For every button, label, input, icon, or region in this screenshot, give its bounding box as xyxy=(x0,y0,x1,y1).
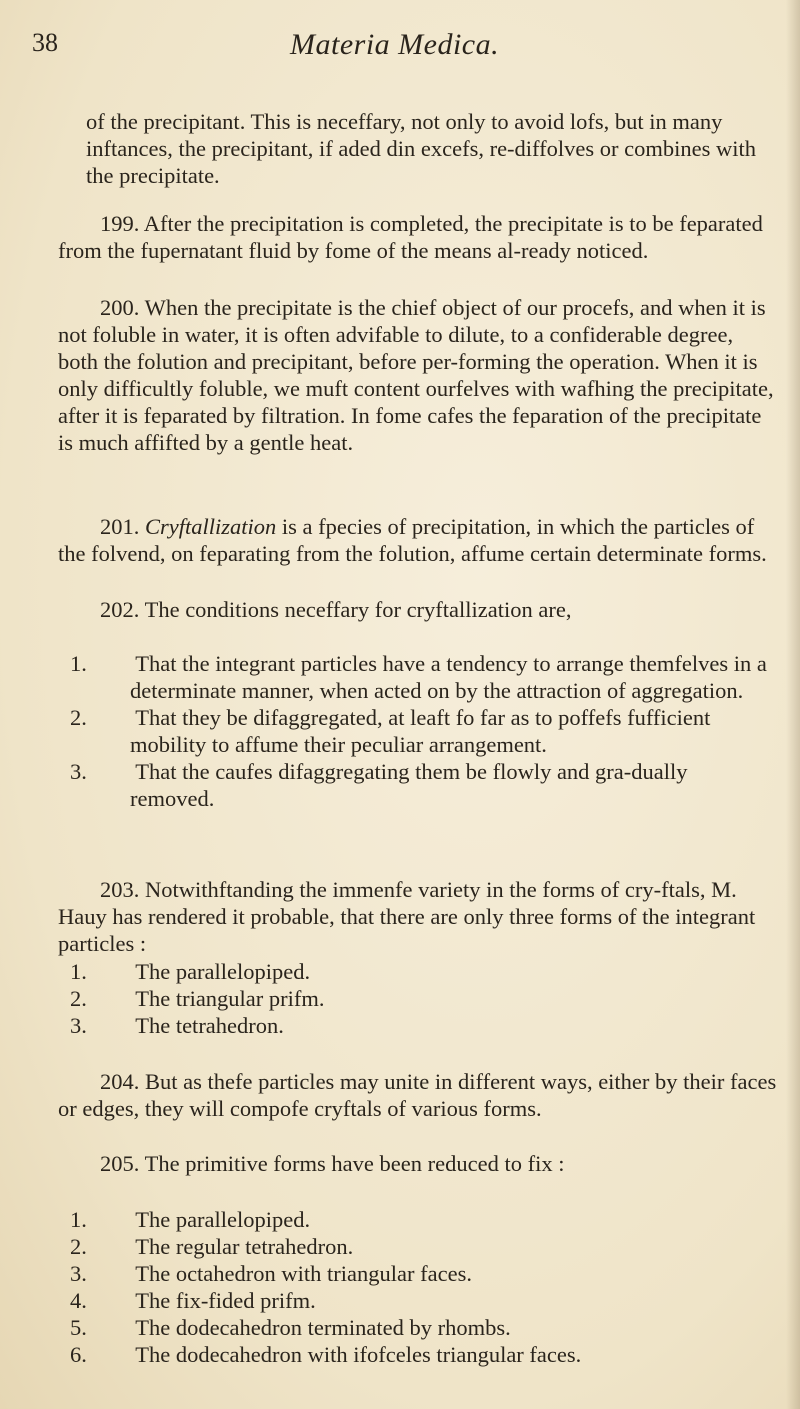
continuation-paragraph: of the precipitant. This is neceffary, not only to avoid lofs, but in many inftances, the precipitant, if aded din excefs, re-diffolves or combines with the precipitate. xyxy=(86,109,756,188)
list-item-number: 5. xyxy=(70,1315,87,1340)
list-item-number: 2. xyxy=(70,986,87,1011)
list-item-text: The triangular prifm. xyxy=(130,986,325,1011)
list-item-number: 1. xyxy=(70,959,87,984)
paragraph-202: 202. The conditions neceffary for cryftallization are, xyxy=(100,597,572,622)
list-item xyxy=(70,650,770,704)
list-item-text: That the integrant particles have a tendency to arrange themfelves in a determinate manner, when acted on by the attraction of aggregation. xyxy=(130,651,767,703)
list-item-number: 3. xyxy=(70,759,87,784)
list-item-text: The parallelopiped. xyxy=(130,1207,311,1232)
list-item xyxy=(70,1287,770,1314)
list-item xyxy=(70,958,770,985)
paragraph-201-number: 201. xyxy=(100,514,140,539)
list-item-text: The fix-fided prifm. xyxy=(130,1288,316,1313)
list-item-number: 2. xyxy=(70,1234,87,1259)
list-202 xyxy=(70,650,770,812)
list-item xyxy=(70,1314,770,1341)
list-item xyxy=(70,1233,770,1260)
page-edge-shadow xyxy=(786,0,800,1409)
list-item-text: The tetrahedron. xyxy=(130,1013,284,1038)
list-item-text: The octahedron with triangular faces. xyxy=(130,1261,472,1286)
paragraph-199: 199. After the precipitation is completed, the precipitate is to be feparated from the fupernatant fluid by fome of the means al-ready noticed. xyxy=(58,211,763,263)
list-item-text: The dodecahedron with ifofceles triangular faces. xyxy=(130,1342,582,1367)
paragraph-201-text: is a fpecies of precipitation, in which the particles of the folvend, on feparating from the folution, affume certain determinate forms. xyxy=(58,514,767,566)
list-item-number: 1. xyxy=(70,651,87,676)
list-item-number: 3. xyxy=(70,1261,87,1286)
paragraph-201 xyxy=(58,513,778,567)
list-item-text: The regular tetrahedron. xyxy=(130,1234,354,1259)
list-item xyxy=(70,1341,770,1368)
paragraph-204: 204. But as thefe particles may unite in different ways, either by their faces or edges, they will compofe cryftals of various forms. xyxy=(58,1069,777,1121)
list-item-text: That they be difaggregated, at leaft fo far as to poffefs fufficient mobility to affume their peculiar arrangement. xyxy=(130,705,711,757)
list-item-text: The dodecahedron terminated by rhombs. xyxy=(130,1315,511,1340)
list-item-number: 4. xyxy=(70,1288,87,1313)
paragraph-203: 203. Notwithftanding the immenfe variety in the forms of cry-ftals, M. Hauy has rendered it probable, that there are only three forms of the integrant particles : xyxy=(58,877,756,956)
list-item xyxy=(70,758,770,812)
list-item xyxy=(70,704,770,758)
list-item-text: The parallelopiped. xyxy=(130,959,311,984)
list-item-number: 2. xyxy=(70,705,87,730)
paragraph-205: 205. The primitive forms have been reduced to fix : xyxy=(100,1151,565,1176)
page-number: 38 xyxy=(32,28,58,57)
running-head: Materia Medica. xyxy=(290,28,500,61)
list-203 xyxy=(70,958,770,1039)
paragraph-200: 200. When the precipitate is the chief object of our procefs, and when it is not foluble in water, it is often advifable to dilute, to a confiderable degree, both the folution and precipitant, before per-forming the operation. When it is only difficultly foluble, we muft content ourfelves with wafhing the precipitate, after it is feparated by filtration. In fome cafes the feparation of the precipitate is much affifted by a gentle heat. xyxy=(58,295,774,455)
list-205 xyxy=(70,1206,770,1368)
list-item xyxy=(70,1206,770,1233)
list-item-text: That the caufes difaggregating them be flowly and gra-dually removed. xyxy=(130,759,688,811)
list-item xyxy=(70,1012,770,1039)
page-header xyxy=(0,28,800,68)
list-item xyxy=(70,1260,770,1287)
list-item xyxy=(70,985,770,1012)
list-item-number: 1. xyxy=(70,1207,87,1232)
list-item-number: 6. xyxy=(70,1342,87,1367)
list-item-number: 3. xyxy=(70,1013,87,1038)
paragraph-201-term: Cryftallization xyxy=(145,514,277,539)
